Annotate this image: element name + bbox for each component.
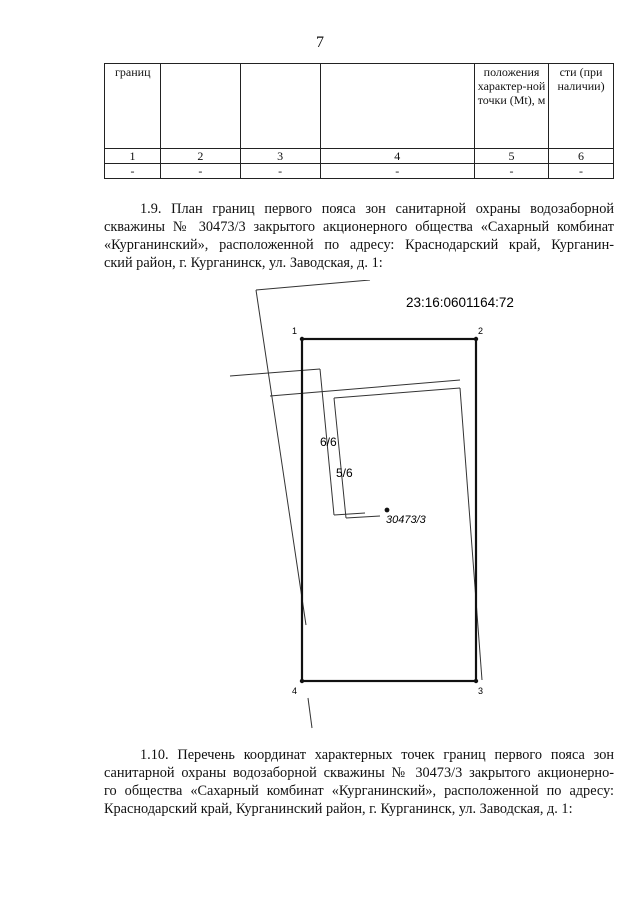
cadastral-line bbox=[270, 380, 460, 396]
table-header-cell: границ bbox=[105, 64, 161, 149]
cadastral-line bbox=[256, 280, 370, 290]
point-label: 4 bbox=[292, 686, 298, 696]
table-header-cell bbox=[240, 64, 320, 149]
table-cell: 4 bbox=[320, 149, 475, 164]
boundary-point-marker bbox=[474, 679, 478, 683]
paragraph-line: 1.9. План границ первого пояса зон санитарной охраны водозаборной bbox=[140, 201, 614, 217]
paragraph-line: Краснодарский край, Курганинский район, г. Курганинск, ул. Заводская, д. 1: bbox=[104, 801, 573, 817]
page-number: 7 bbox=[316, 34, 324, 51]
table-cell: - bbox=[549, 164, 614, 179]
table-header-cell bbox=[160, 64, 240, 149]
point-label: 1 bbox=[292, 326, 298, 336]
table-cell: - bbox=[320, 164, 475, 179]
parcel-label: 5/6 bbox=[336, 466, 353, 480]
boundary-plan-drawing bbox=[220, 280, 560, 740]
table-cell: 1 bbox=[105, 149, 161, 164]
paragraph-line: санитарной охраны водозаборной скважины № 30473/3 закрытого акционерно- bbox=[104, 765, 614, 781]
well-marker bbox=[385, 508, 390, 513]
boundary-point-marker bbox=[300, 337, 304, 341]
parcel-label: 6/6 bbox=[320, 435, 337, 449]
cadastral-line bbox=[230, 369, 320, 376]
point-label: 3 bbox=[478, 686, 484, 696]
paragraph-line: скважины № 30473/3 закрытого акционерного общества «Сахарный комбинат bbox=[104, 219, 614, 235]
point-label: 2 bbox=[478, 326, 484, 336]
table-cell: - bbox=[105, 164, 161, 179]
paragraph-1-10 bbox=[104, 746, 614, 818]
table-header-cell: сти (при наличии) bbox=[549, 64, 614, 149]
cadastral-line bbox=[460, 388, 482, 680]
cadastral-line bbox=[334, 513, 365, 515]
paragraph-1-9 bbox=[104, 200, 614, 272]
cadastral-line bbox=[256, 290, 306, 625]
coordinates-table bbox=[104, 63, 614, 179]
cadastral-line bbox=[346, 516, 380, 518]
paragraph-line: 1.10. Перечень координат характерных точек границ первого пояса зон bbox=[140, 747, 614, 763]
cadastral-line bbox=[334, 398, 346, 518]
table-cell: 5 bbox=[475, 149, 549, 164]
paragraph-line: ский район, г. Курганинск, ул. Заводская, д. 1: bbox=[104, 255, 383, 271]
table-header-cell: положения характер-ной точки (Mt), м bbox=[475, 64, 549, 149]
boundary-point-marker bbox=[300, 679, 304, 683]
paragraph-line: го общества «Сахарный комбинат «Курганинский», расположенной по адресу: bbox=[104, 783, 614, 799]
table-cell: 2 bbox=[160, 149, 240, 164]
cadastral-number: 23:16:0601164:72 bbox=[406, 295, 514, 310]
table-cell: - bbox=[160, 164, 240, 179]
table-header-row bbox=[105, 64, 614, 149]
paragraph-line: «Курганинский», расположенной по адресу: Краснодарский край, Курганин- bbox=[104, 237, 614, 253]
table-row bbox=[105, 164, 614, 179]
boundary-point-marker bbox=[474, 337, 478, 341]
table-number-row bbox=[105, 149, 614, 164]
table-cell: - bbox=[475, 164, 549, 179]
table-cell: 3 bbox=[240, 149, 320, 164]
table-cell: - bbox=[240, 164, 320, 179]
cadastral-line bbox=[308, 698, 312, 728]
well-label: 30473/3 bbox=[386, 514, 426, 526]
table-header-cell bbox=[320, 64, 475, 149]
table-cell: 6 bbox=[549, 149, 614, 164]
